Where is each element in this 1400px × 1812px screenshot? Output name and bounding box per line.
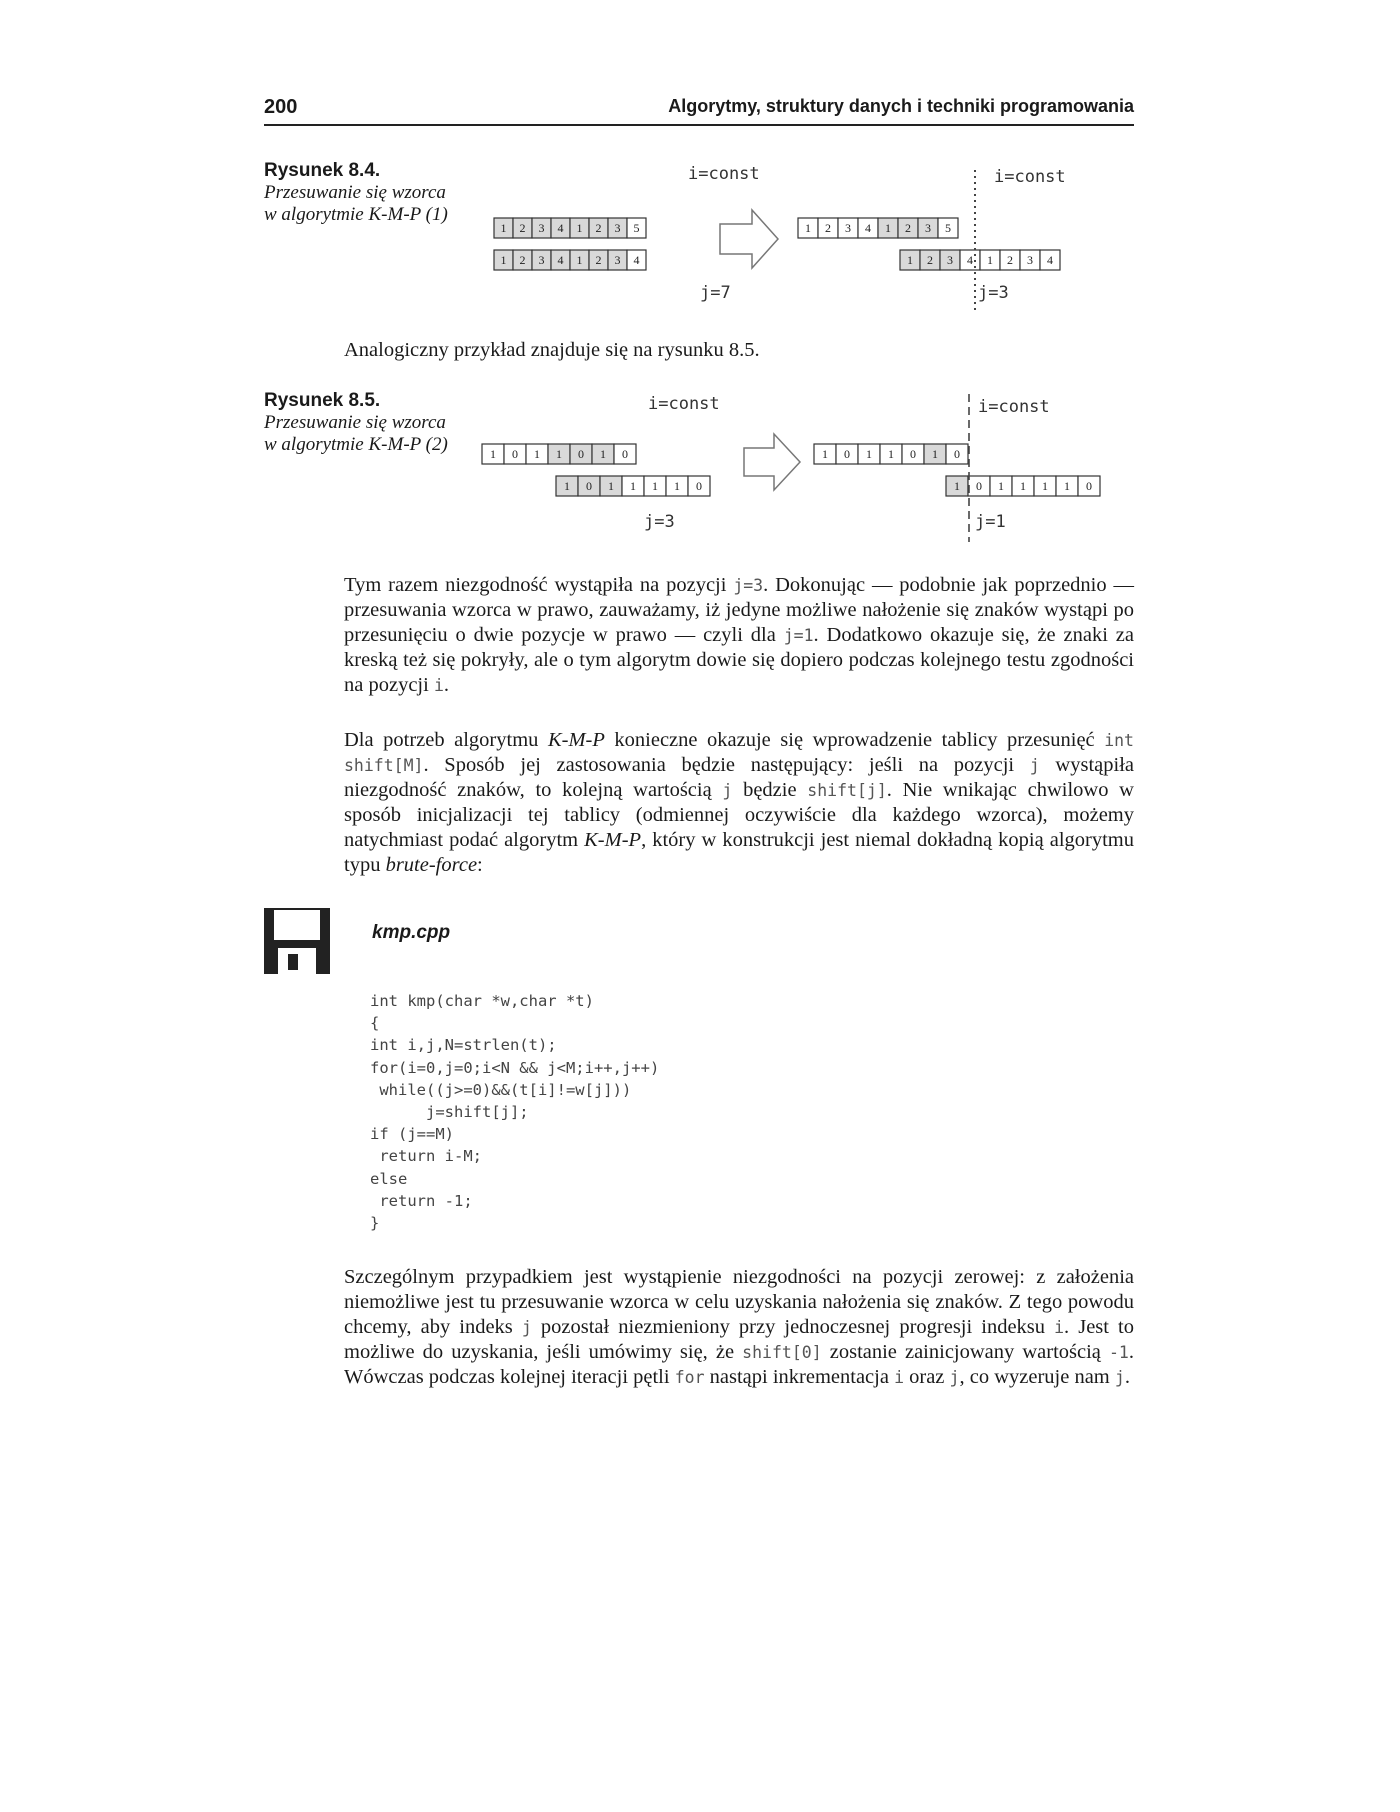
paragraph-text: , co wyzeruje nam [959, 1366, 1115, 1388]
emphasis: K-M-P [547, 729, 605, 751]
cell-value: 4 [633, 253, 640, 267]
i-const-label: i=const [688, 164, 760, 184]
paragraph-text: Tym razem niezgodność wystąpiła na pozycji [344, 574, 734, 596]
cell-value: 0 [622, 447, 628, 461]
text-row [494, 218, 646, 238]
paragraph-text: . [443, 674, 450, 696]
shift-arrow-icon [720, 210, 778, 268]
cell-value: 3 [947, 253, 953, 267]
cell-value: 2 [519, 253, 526, 267]
cell-value: 3 [538, 253, 545, 267]
cell-value: 0 [954, 447, 960, 461]
cell-value: 2 [927, 253, 933, 267]
emphasis: K-M-P [584, 829, 642, 851]
code-line: { [370, 1014, 380, 1033]
page-number: 200 [264, 96, 298, 118]
paragraph-text: oraz [904, 1366, 950, 1388]
code-line: if (j==M) [370, 1125, 454, 1144]
cell-value: 3 [614, 253, 621, 267]
figure-8-4-caption [264, 160, 484, 226]
cell-value: 0 [910, 447, 916, 461]
figure-caption-line: w algorytmie K-M-P (2) [264, 434, 448, 455]
paragraph-text: . Sposób jej zastosowania będzie następujący: jeśli na pozycji [423, 754, 1030, 776]
inline-code: j=1 [783, 626, 814, 645]
paragraph-text: konieczne okazuje się wprowadzenie tablicy przesunięć [604, 729, 1105, 751]
cell-value: 1 [987, 253, 993, 267]
cell-value: 2 [1007, 253, 1013, 267]
cell-value: 1 [907, 253, 913, 267]
cell-value: 5 [633, 221, 640, 235]
cell-value: 1 [1020, 479, 1026, 493]
paragraph-text: . Jest to możliwe do uzyskania, jeśli umówimy się, że [344, 1316, 1134, 1363]
figure-caption-line: Przesuwanie się wzorca [264, 182, 446, 203]
j-label: j=1 [975, 512, 1006, 532]
pattern-row [494, 250, 646, 270]
cell-value: 1 [600, 447, 606, 461]
text-row [798, 218, 958, 238]
pattern-row [556, 476, 710, 496]
code-listing [370, 990, 659, 1234]
figure-8-5-diagram [480, 390, 1120, 550]
inline-code: j [949, 1368, 960, 1387]
cell-value: 0 [512, 447, 518, 461]
cell-value: 2 [595, 221, 602, 235]
code-line: } [370, 1214, 380, 1233]
inline-code: -1 [1109, 1343, 1129, 1362]
cell-value: 4 [557, 221, 564, 235]
cell-value: 4 [1047, 253, 1053, 267]
cell-value: 0 [586, 479, 592, 493]
cell-value: 2 [519, 221, 526, 235]
figure-8-4-diagram [480, 160, 1120, 320]
inline-code: i [1054, 1318, 1065, 1337]
cell-value: 1 [500, 221, 507, 235]
text-row [814, 444, 968, 464]
cell-value: 1 [630, 479, 636, 493]
pattern-row [900, 250, 1060, 270]
paragraph [344, 728, 1134, 878]
emphasis: brute-force [385, 854, 478, 876]
cell-value: 1 [1064, 479, 1070, 493]
inline-code: j [1029, 756, 1040, 775]
paragraph-text: będzie [732, 779, 808, 801]
paragraph-text: zostanie zainicjowany wartością [821, 1341, 1109, 1363]
cell-value: 1 [954, 479, 960, 493]
inline-code: i [433, 676, 444, 695]
figure-8-5-caption [264, 390, 484, 456]
code-line: for(i=0,j=0;i<N && j<M;i++,j++) [370, 1058, 660, 1077]
inline-code: shift[0] [742, 1343, 822, 1362]
code-line: j=shift[j]; [370, 1103, 529, 1122]
cell-value: 2 [825, 221, 831, 235]
page-header [264, 96, 1134, 126]
inline-code: for [674, 1368, 705, 1387]
code-line: return i-M; [370, 1147, 482, 1166]
cell-value: 3 [614, 221, 621, 235]
cell-value: 3 [1027, 253, 1033, 267]
code-line: else [370, 1169, 408, 1188]
inline-code: j [722, 781, 733, 800]
cell-value: 1 [674, 479, 680, 493]
cell-value: 0 [1086, 479, 1092, 493]
paragraph-text: pozostał niezmieniony przy jednoczesnej progresji indeksu [531, 1316, 1055, 1338]
inline-code: shift[j] [807, 781, 887, 800]
j-label: j=3 [978, 283, 1009, 303]
paragraph-text: Analogiczny przykład znajduje się na rysunku 8.5. [344, 339, 760, 361]
paragraph [344, 573, 1134, 698]
figure-label: Rysunek 8.5. [264, 390, 381, 411]
paragraph-text: . Wówczas podczas kolejnej iteracji pętli [344, 1341, 1134, 1388]
paragraph-text: : [477, 854, 483, 876]
paragraph [344, 1265, 1134, 1390]
cell-value: 3 [925, 221, 931, 235]
cell-value: 1 [652, 479, 658, 493]
floppy-disk-icon [262, 906, 332, 976]
shift-arrow-icon [744, 434, 800, 490]
paragraph-text: . Nie wnikając chwilowo w sposób inicjalizacji tej tablicy (odmiennej oczywiście dla każdego wzorca), możemy natychmiast podać algorytm [344, 779, 1134, 851]
paragraph-text: . Dokonując — podobnie jak poprzednio — przesuwania wzorca w prawo, zauważamy, iż jedyne możliwe nałożenie się znaków wystąpi po przesunięciu o dwie pozycje w prawo — czyli dla [344, 574, 1134, 646]
cell-value: 1 [534, 447, 540, 461]
inline-code: j=3 [733, 576, 764, 595]
cell-value: 1 [822, 447, 828, 461]
cell-value: 1 [805, 221, 811, 235]
cell-value: 3 [538, 221, 545, 235]
text-row [482, 444, 636, 464]
cell-value: 1 [1042, 479, 1048, 493]
cell-value: 1 [490, 447, 496, 461]
cell-value: 1 [885, 221, 891, 235]
paragraph-text: . Dodatkowo okazuje się, że znaki za kreską też się pokryły, ale o tym algorytm dowie się dopiero podczas kolejnego testu zgodności na pozycji [344, 624, 1134, 696]
cell-value: 2 [595, 253, 602, 267]
paragraph-text: nastąpi inkrementacja [704, 1366, 895, 1388]
paragraph-text: wystąpiła niezgodność znaków, to kolejną wartością [344, 754, 1134, 801]
inline-code: int shift[M] [344, 731, 1134, 775]
figure-label: Rysunek 8.4. [264, 160, 381, 181]
cell-value: 1 [608, 479, 614, 493]
paragraph-text: Dla potrzeb algorytmu [344, 729, 548, 751]
code-line: while((j>=0)&&(t[i]!=w[j])) [370, 1080, 632, 1099]
cell-value: 1 [866, 447, 872, 461]
paragraph-text: Szczególnym przypadkiem jest wystąpienie niezgodności na pozycji zerowej: z założenia niemożliwe jest tu przesuwanie wzorca w celu uzyskania nałożenia się znaków. Z tego powodu chcemy, aby indeks [344, 1266, 1134, 1338]
j-label: j=3 [644, 512, 675, 532]
paragraph-text: . [1124, 1366, 1130, 1388]
inline-code: j [521, 1318, 532, 1337]
cell-value: 0 [844, 447, 850, 461]
cell-value: 1 [888, 447, 894, 461]
cell-value: 4 [557, 253, 564, 267]
i-const-label: i=const [994, 167, 1066, 187]
paragraph-text: , który w konstrukcji jest niemal dokładną kopią algorytmu typu [344, 829, 1134, 876]
running-title: Algorytmy, struktury danych i techniki programowania [668, 96, 1134, 116]
cell-value: 3 [845, 221, 851, 235]
code-line: return -1; [370, 1191, 473, 1210]
figure-caption-line: Przesuwanie się wzorca [264, 412, 446, 433]
cell-value: 5 [945, 221, 951, 235]
cell-value: 1 [998, 479, 1004, 493]
code-line: int kmp(char *w,char *t) [370, 992, 594, 1010]
i-const-label: i=const [978, 397, 1050, 417]
cell-value: 1 [576, 221, 583, 235]
code-line: int i,j,N=strlen(t); [370, 1036, 557, 1055]
cell-value: 1 [576, 253, 583, 267]
i-const-label: i=const [648, 394, 720, 414]
cell-value: 4 [865, 221, 871, 235]
cell-value: 0 [578, 447, 584, 461]
inline-code: j [1114, 1368, 1125, 1387]
cell-value: 0 [696, 479, 702, 493]
paragraph [344, 338, 1134, 363]
cell-value: 1 [500, 253, 507, 267]
cell-value: 1 [564, 479, 570, 493]
code-filename: kmp.cpp [372, 922, 451, 943]
cell-value: 1 [932, 447, 938, 461]
j-label: j=7 [700, 283, 731, 303]
figure-caption-line: w algorytmie K-M-P (1) [264, 204, 448, 225]
cell-value: 4 [967, 253, 973, 267]
cell-value: 2 [905, 221, 911, 235]
cell-value: 0 [976, 479, 982, 493]
inline-code: i [894, 1368, 904, 1387]
cell-value: 1 [556, 447, 562, 461]
